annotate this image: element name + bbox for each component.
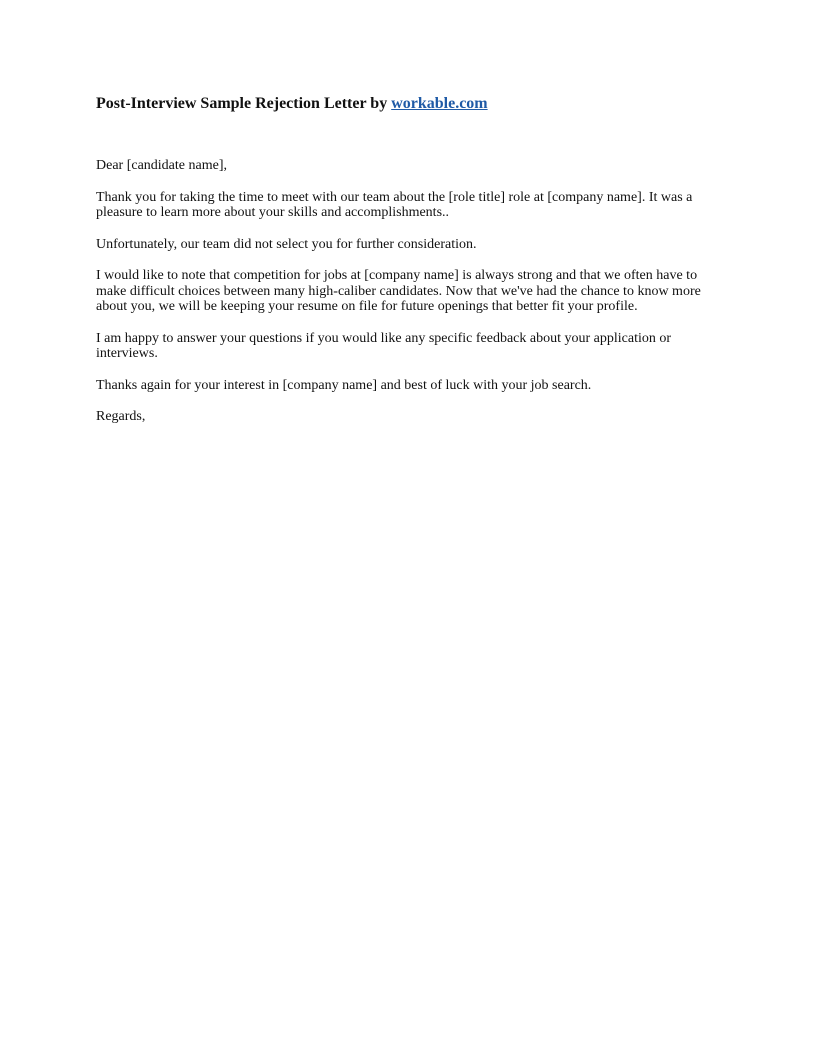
paragraph-feedback: I am happy to answer your questions if you would like any specific feedback about your application or interviews. bbox=[96, 330, 672, 361]
closing-regards: Regards, bbox=[96, 409, 146, 424]
paragraph-thank-you: Thank you for taking the time to meet with our team about the [role title] role at [company name]. It was a pleasure to learn more about your skills and accomplishments.. bbox=[96, 189, 693, 220]
salutation: Dear [candidate name], bbox=[96, 158, 227, 173]
letter-body bbox=[96, 94, 716, 441]
workable-link[interactable]: workable.com bbox=[391, 95, 488, 112]
paragraph-thanks-again: Thanks again for your interest in [company name] and best of luck with your job search. bbox=[96, 377, 592, 393]
title-text: Post-Interview Sample Rejection Letter by bbox=[96, 95, 392, 112]
document-title bbox=[96, 94, 716, 114]
paragraph-competition: I would like to note that competition for jobs at [company name] is always strong and that we often have to make difficult choices between many high-caliber candidates. Now that we've had the chance to know more about you, we will be keeping your resume on file for future openings that better fit your profile. bbox=[96, 268, 701, 314]
paragraph-unfortunately: Unfortunately, our team did not select you for further consideration. bbox=[96, 236, 477, 252]
